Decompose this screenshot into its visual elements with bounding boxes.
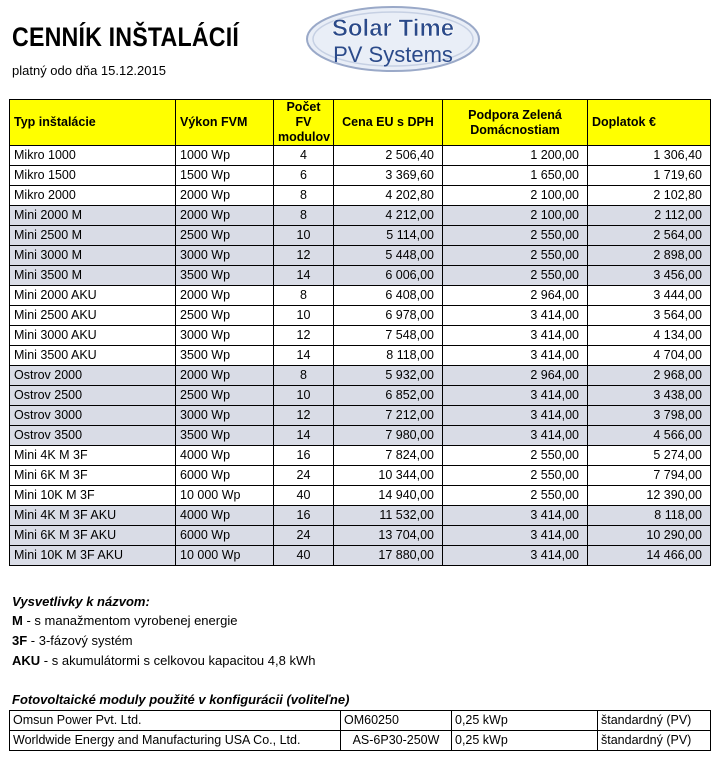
power: 2000 Wp — [176, 286, 274, 306]
col-header-type: Typ inštalácie — [10, 100, 176, 146]
price-row — [10, 366, 711, 386]
surcharge-amount: 2 112,00 — [588, 206, 711, 226]
price-row — [10, 246, 711, 266]
price-row — [10, 506, 711, 526]
support-amount: 2 550,00 — [443, 466, 588, 486]
price-with-vat: 3 369,60 — [334, 166, 443, 186]
surcharge-amount: 7 794,00 — [588, 466, 711, 486]
support-amount: 2 964,00 — [443, 286, 588, 306]
price-with-vat: 6 852,00 — [334, 386, 443, 406]
module-count: 10 — [274, 386, 334, 406]
installation-type: Ostrov 3500 — [10, 426, 176, 446]
module-count: 6 — [274, 166, 334, 186]
power: 6000 Wp — [176, 466, 274, 486]
surcharge-amount: 5 274,00 — [588, 446, 711, 466]
module-count: 24 — [274, 466, 334, 486]
solar-time-logo — [303, 4, 483, 74]
price-with-vat: 7 980,00 — [334, 426, 443, 446]
module-count: 12 — [274, 246, 334, 266]
support-amount: 2 100,00 — [443, 206, 588, 226]
power: 2500 Wp — [176, 226, 274, 246]
support-amount: 2 550,00 — [443, 266, 588, 286]
col-header-power: Výkon FVM — [176, 100, 274, 146]
installation-type: Mini 2000 M — [10, 206, 176, 226]
support-amount: 2 550,00 — [443, 486, 588, 506]
installation-type: Mikro 2000 — [10, 186, 176, 206]
installation-type: Mini 2500 AKU — [10, 306, 176, 326]
support-amount: 1 200,00 — [443, 146, 588, 166]
price-row — [10, 526, 711, 546]
surcharge-amount: 3 456,00 — [588, 266, 711, 286]
price-with-vat: 7 212,00 — [334, 406, 443, 426]
surcharge-amount: 4 704,00 — [588, 346, 711, 366]
support-amount: 2 964,00 — [443, 366, 588, 386]
module-model: AS-6P30-250W — [341, 731, 452, 751]
price-table-header — [10, 100, 711, 146]
support-amount: 3 414,00 — [443, 546, 588, 566]
module-model: OM60250 — [341, 711, 452, 731]
module-power: 0,25 kWp — [452, 731, 598, 751]
price-row — [10, 166, 711, 186]
price-row — [10, 326, 711, 346]
price-with-vat: 5 932,00 — [334, 366, 443, 386]
price-with-vat: 10 344,00 — [334, 466, 443, 486]
installation-type: Mini 6K M 3F — [10, 466, 176, 486]
support-amount: 2 550,00 — [443, 226, 588, 246]
price-row — [10, 306, 711, 326]
installation-type: Mini 2500 M — [10, 226, 176, 246]
surcharge-amount: 10 290,00 — [588, 526, 711, 546]
legend-item-aku: AKU - s akumulátormi s celkovou kapacitou 4,8 kWh — [12, 653, 316, 668]
installation-type: Ostrov 2500 — [10, 386, 176, 406]
price-with-vat: 14 940,00 — [334, 486, 443, 506]
surcharge-amount: 4 134,00 — [588, 326, 711, 346]
surcharge-amount: 2 102,80 — [588, 186, 711, 206]
price-row — [10, 206, 711, 226]
surcharge-amount: 12 390,00 — [588, 486, 711, 506]
price-row — [10, 426, 711, 446]
price-with-vat: 5 114,00 — [334, 226, 443, 246]
surcharge-amount: 3 798,00 — [588, 406, 711, 426]
support-amount: 3 414,00 — [443, 406, 588, 426]
price-with-vat: 17 880,00 — [334, 546, 443, 566]
module-maker: Worldwide Energy and Manufacturing USA Co., Ltd. — [10, 731, 341, 751]
installation-type: Mini 4K M 3F — [10, 446, 176, 466]
col-header-surcharge: Doplatok € — [588, 100, 711, 146]
power: 3000 Wp — [176, 406, 274, 426]
price-with-vat: 8 118,00 — [334, 346, 443, 366]
power: 3500 Wp — [176, 266, 274, 286]
col-header-price: Cena EU s DPH — [334, 100, 443, 146]
price-row — [10, 346, 711, 366]
surcharge-amount: 4 566,00 — [588, 426, 711, 446]
support-amount: 3 414,00 — [443, 346, 588, 366]
surcharge-amount: 2 564,00 — [588, 226, 711, 246]
module-count: 40 — [274, 486, 334, 506]
surcharge-amount: 3 444,00 — [588, 286, 711, 306]
valid-from-date: platný odo dňa 15.12.2015 — [12, 63, 166, 78]
price-with-vat: 7 824,00 — [334, 446, 443, 466]
power: 3000 Wp — [176, 246, 274, 266]
legend-item-m: M - s manažmentom vyrobenej energie — [12, 613, 238, 628]
price-row — [10, 186, 711, 206]
price-row — [10, 226, 711, 246]
module-count: 14 — [274, 266, 334, 286]
surcharge-amount: 1 719,60 — [588, 166, 711, 186]
module-count: 14 — [274, 426, 334, 446]
col-header-modules: Počet FV modulov — [274, 100, 334, 146]
module-count: 10 — [274, 226, 334, 246]
installation-type: Mini 2000 AKU — [10, 286, 176, 306]
price-row — [10, 406, 711, 426]
installation-type: Ostrov 3000 — [10, 406, 176, 426]
module-count: 8 — [274, 206, 334, 226]
price-with-vat: 6 408,00 — [334, 286, 443, 306]
module-count: 10 — [274, 306, 334, 326]
module-row — [10, 711, 711, 731]
price-with-vat: 11 532,00 — [334, 506, 443, 526]
price-row — [10, 446, 711, 466]
module-row — [10, 731, 711, 751]
price-row — [10, 546, 711, 566]
support-amount: 2 550,00 — [443, 246, 588, 266]
installation-type: Mini 3500 M — [10, 266, 176, 286]
price-with-vat: 6 978,00 — [334, 306, 443, 326]
svg-text:Solar Time: Solar Time — [331, 15, 455, 42]
support-amount: 2 100,00 — [443, 186, 588, 206]
power: 2000 Wp — [176, 366, 274, 386]
page-title: CENNÍK INŠTALÁCIÍ — [12, 22, 239, 52]
module-count: 16 — [274, 446, 334, 466]
price-row — [10, 146, 711, 166]
price-row — [10, 266, 711, 286]
power: 6000 Wp — [176, 526, 274, 546]
surcharge-amount: 14 466,00 — [588, 546, 711, 566]
module-count: 40 — [274, 546, 334, 566]
power: 2500 Wp — [176, 386, 274, 406]
support-amount: 1 650,00 — [443, 166, 588, 186]
module-power: 0,25 kWp — [452, 711, 598, 731]
svg-text:PV Systems: PV Systems — [333, 42, 453, 67]
power: 3000 Wp — [176, 326, 274, 346]
module-count: 16 — [274, 506, 334, 526]
module-count: 8 — [274, 286, 334, 306]
surcharge-amount: 2 898,00 — [588, 246, 711, 266]
modules-title: Fotovoltaické moduly použité v konfigurácii (voliteľne) — [12, 692, 350, 707]
support-amount: 3 414,00 — [443, 326, 588, 346]
module-maker: Omsun Power Pvt. Ltd. — [10, 711, 341, 731]
surcharge-amount: 3 564,00 — [588, 306, 711, 326]
module-count: 12 — [274, 406, 334, 426]
modules-table — [9, 710, 711, 751]
support-amount: 3 414,00 — [443, 506, 588, 526]
installation-type: Mini 10K M 3F AKU — [10, 546, 176, 566]
price-with-vat: 4 212,00 — [334, 206, 443, 226]
price-with-vat: 2 506,40 — [334, 146, 443, 166]
module-count: 24 — [274, 526, 334, 546]
surcharge-amount: 2 968,00 — [588, 366, 711, 386]
power: 1000 Wp — [176, 146, 274, 166]
module-count: 8 — [274, 366, 334, 386]
installation-type: Mini 4K M 3F AKU — [10, 506, 176, 526]
power: 1500 Wp — [176, 166, 274, 186]
installation-type: Mikro 1500 — [10, 166, 176, 186]
module-count: 4 — [274, 146, 334, 166]
power: 2500 Wp — [176, 306, 274, 326]
module-class: štandardný (PV) — [598, 731, 711, 751]
installation-type: Mini 3000 AKU — [10, 326, 176, 346]
installation-type: Ostrov 2000 — [10, 366, 176, 386]
price-row — [10, 286, 711, 306]
module-count: 12 — [274, 326, 334, 346]
installation-type: Mini 3000 M — [10, 246, 176, 266]
price-with-vat: 13 704,00 — [334, 526, 443, 546]
price-row — [10, 466, 711, 486]
support-amount: 3 414,00 — [443, 386, 588, 406]
legend-item-3f: 3F - 3-fázový systém — [12, 633, 133, 648]
price-row — [10, 386, 711, 406]
legend-title: Vysvetlivky k názvom: — [12, 594, 150, 609]
support-amount: 3 414,00 — [443, 426, 588, 446]
power: 3500 Wp — [176, 426, 274, 446]
support-amount: 3 414,00 — [443, 306, 588, 326]
price-with-vat: 4 202,80 — [334, 186, 443, 206]
price-with-vat: 6 006,00 — [334, 266, 443, 286]
surcharge-amount: 1 306,40 — [588, 146, 711, 166]
power: 10 000 Wp — [176, 546, 274, 566]
installation-type: Mini 6K M 3F AKU — [10, 526, 176, 546]
installation-type: Mikro 1000 — [10, 146, 176, 166]
power: 10 000 Wp — [176, 486, 274, 506]
price-with-vat: 7 548,00 — [334, 326, 443, 346]
surcharge-amount: 3 438,00 — [588, 386, 711, 406]
col-header-support: Podpora Zelená Domácnostiam — [443, 100, 588, 146]
module-count: 8 — [274, 186, 334, 206]
module-class: štandardný (PV) — [598, 711, 711, 731]
support-amount: 3 414,00 — [443, 526, 588, 546]
module-count: 14 — [274, 346, 334, 366]
power: 3500 Wp — [176, 346, 274, 366]
surcharge-amount: 8 118,00 — [588, 506, 711, 526]
installation-type: Mini 10K M 3F — [10, 486, 176, 506]
power: 4000 Wp — [176, 506, 274, 526]
power: 2000 Wp — [176, 206, 274, 226]
power: 4000 Wp — [176, 446, 274, 466]
power: 2000 Wp — [176, 186, 274, 206]
installation-type: Mini 3500 AKU — [10, 346, 176, 366]
price-table — [9, 99, 711, 566]
price-row — [10, 486, 711, 506]
support-amount: 2 550,00 — [443, 446, 588, 466]
price-with-vat: 5 448,00 — [334, 246, 443, 266]
